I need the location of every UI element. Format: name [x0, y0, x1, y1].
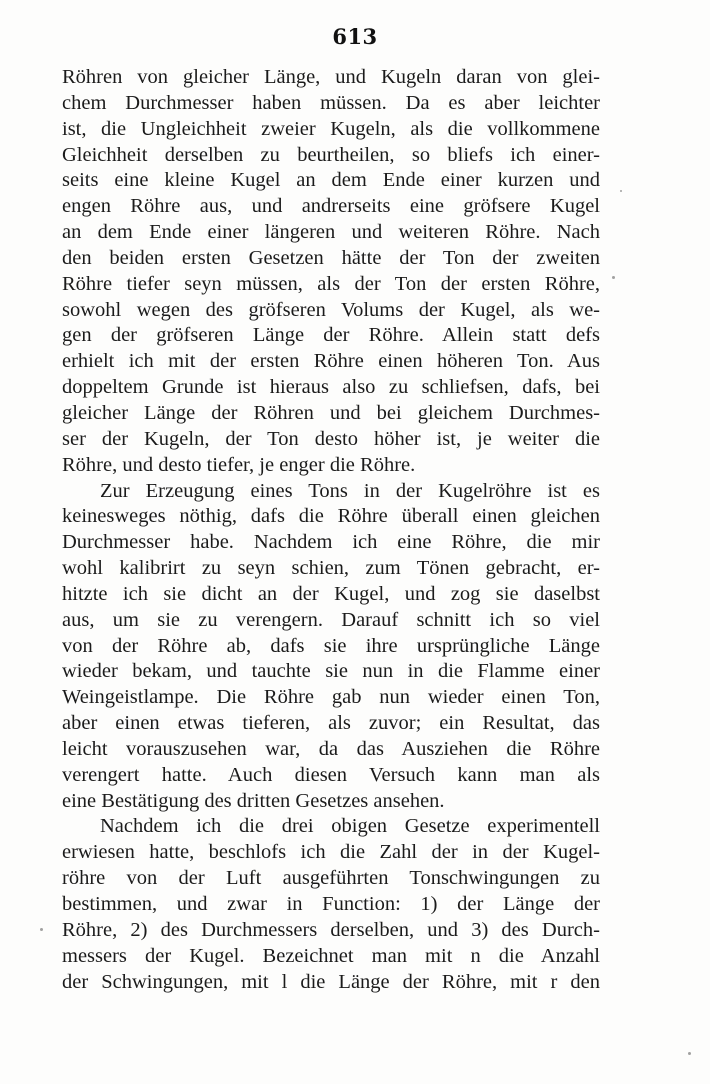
text-line: von der Röhre ab, dafs sie ihre ursprüngliche Länge — [62, 634, 600, 657]
text-line: Durchmesser habe. Nachdem ich eine Röhre, die mir — [62, 531, 600, 554]
text-line: bestimmen, und zwar in Function: 1) der Länge der — [62, 893, 600, 915]
text-line: chem Durchmesser haben müssen. Da es aber leichter — [62, 91, 600, 114]
text-line: an dem Ende einer längeren und weiteren Röhre. Nach — [62, 221, 600, 244]
text-line: wieder bekam, und tauchte sie nun in die Flamme einer — [62, 660, 600, 683]
text-line: keinesweges nöthig, dafs die Röhre überall einen gleichen — [62, 505, 600, 528]
text-line: hitzte ich sie dicht an der Kugel, und zog sie daselbst — [62, 582, 600, 605]
scan-speck — [40, 928, 43, 931]
text-line: erwiesen hatte, beschlofs ich die Zahl der in der Kugel- — [62, 841, 600, 864]
text-line: aber einen etwas tieferen, als zuvor; ein Resultat, das — [62, 712, 600, 735]
scan-speck — [688, 1052, 691, 1055]
text-line: der Schwingungen, mit l die Länge der Röhre, mit r den — [62, 970, 600, 993]
text-line: gen der gröfseren Länge der Röhre. Allein statt defs — [62, 324, 600, 347]
text-line: seits eine kleine Kugel an dem Ende einer kurzen und — [62, 169, 600, 192]
text-line: leicht vorauszusehen war, da das Ausziehen die Röhre — [62, 737, 600, 760]
body-text — [62, 65, 600, 995]
text-line: röhre von der Luft ausgeführten Tonschwingungen zu — [62, 867, 600, 890]
text-line: doppeltem Grunde ist hieraus also zu schliefsen, dafs, bei — [62, 376, 600, 399]
text-line: Röhre, 2) des Durchmessers derselben, und 3) des Durch- — [62, 918, 600, 941]
text-line: gleicher Länge der Röhren und bei gleichem Durchmes- — [62, 401, 600, 424]
text-line: Nachdem ich die drei obigen Gesetze experimentell — [100, 815, 600, 838]
text-line: Zur Erzeugung eines Tons in der Kugelröhre ist es — [100, 479, 600, 502]
text-line: engen Röhre aus, und andrerseits eine gröfsere Kugel — [62, 195, 600, 218]
text-line: Gleichheit derselben zu beurtheilen, so bliefs ich einer- — [62, 143, 600, 166]
text-line: Röhre, und desto tiefer, je enger die Röhre. — [62, 453, 416, 476]
text-line: eine Bestätigung des dritten Gesetzes ansehen. — [62, 789, 445, 812]
text-line: Röhre tiefer seyn müssen, als der Ton der ersten Röhre, — [62, 272, 600, 295]
text-line: ist, die Ungleichheit zweier Kugeln, als die vollkommene — [62, 117, 600, 140]
scan-speck — [620, 190, 622, 192]
text-line: messers der Kugel. Bezeichnet man mit n die Anzahl — [62, 944, 600, 967]
text-line: sowohl wegen des gröfseren Volums der Kugel, als we- — [62, 298, 600, 321]
text-line: Weingeistlampe. Die Röhre gab nun wieder einen Ton, — [62, 686, 600, 709]
text-line: verengert hatte. Auch diesen Versuch kann man als — [62, 763, 600, 786]
text-line: Röhren von gleicher Länge, und Kugeln daran von glei- — [62, 66, 600, 88]
text-line: den beiden ersten Gesetzen hätte der Ton der zweiten — [62, 246, 600, 269]
scan-speck — [612, 276, 615, 279]
text-line: aus, um sie zu verengern. Darauf schnitt ich so viel — [62, 608, 600, 631]
text-line: wohl kalibrirt zu seyn schien, zum Tönen gebracht, er- — [62, 557, 600, 580]
text-line: ser der Kugeln, der Ton desto höher ist, je weiter die — [62, 427, 600, 450]
text-line: erhielt ich mit der ersten Röhre einen höheren Ton. Aus — [62, 350, 600, 373]
page-number: 613 — [332, 24, 378, 49]
